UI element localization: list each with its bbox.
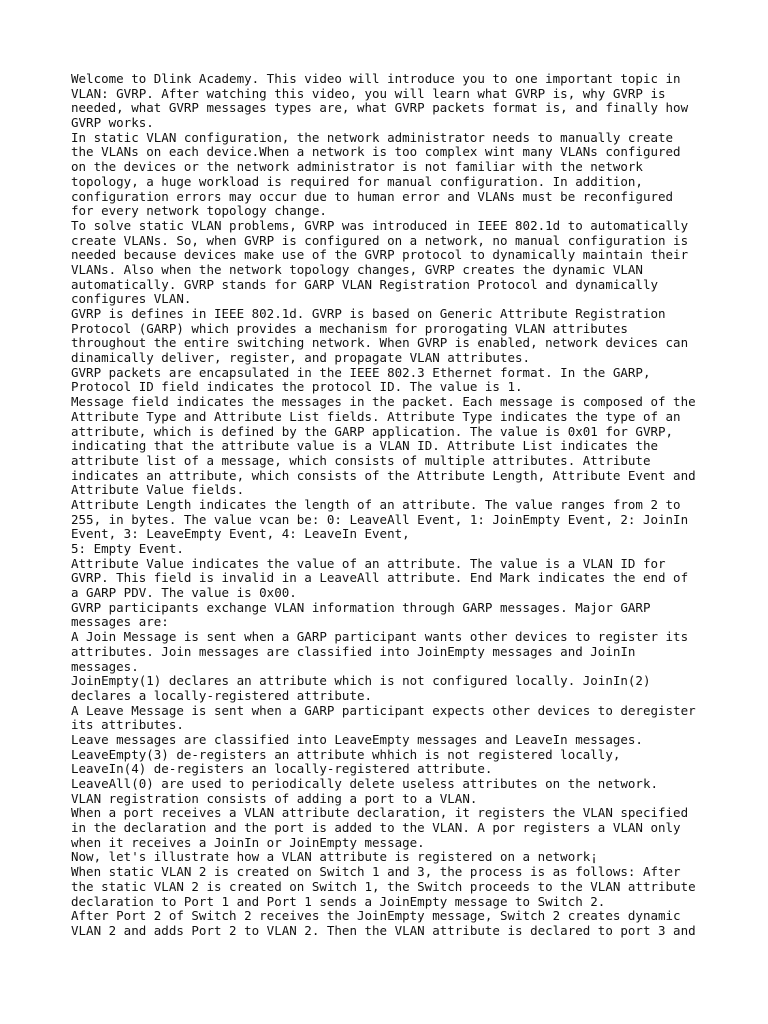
text-line: When static VLAN 2 is created on Switch 1 and 3, the process is as follows: After [71,864,681,880]
text-line: automatically. GVRP stands for GARP VLAN Registration Protocol and dynamically [71,276,658,292]
text-line: 255, in bytes. The value vcan be: 0: LeaveAll Event, 1: JoinEmpty Event, 2: JoinIn [71,511,689,527]
text-line: indicating that the attribute value is a VLAN ID. Attribute List indicates the [71,438,658,454]
text-line: messages. [71,658,139,674]
text-line: a GARP PDV. The value is 0x00. [71,585,297,601]
text-line: Attribute Value fields. [71,482,245,498]
text-line: when it receives a JoinIn or JoinEmpty message. [71,834,425,850]
text-line: VLAN: GVRP. After watching this video, you will learn what GVRP is, why GVRP is [71,85,666,101]
text-line: configures VLAN. [71,291,192,307]
text-line: Attribute Value indicates the value of an attribute. The value is a VLAN ID for [71,555,666,571]
text-line: GVRP packets are encapsulated in the IEEE 802.3 Ethernet format. In the GARP, [71,364,651,380]
text-line: JoinEmpty(1) declares an attribute which is not configured locally. JoinIn(2) [71,673,651,689]
text-line: GVRP is defines in IEEE 802.1d. GVRP is based on Generic Attribute Registration [71,306,666,321]
text-line: Protocol ID field indicates the protocol ID. The value is 1. [71,379,523,395]
text-line: GVRP. This field is invalid in a LeaveAll attribute. End Mark indicates the end of [71,570,689,586]
text-line: on the devices or the network administrator is not familiar with the network [71,159,643,175]
document-body [71,72,768,939]
text-line: In static VLAN configuration, the network administrator needs to manually create [71,129,674,145]
text-line: create VLANs. So, when GVRP is configured on a network, no manual configuration is [71,232,689,248]
text-line: the static VLAN 2 is created on Switch 1, the Switch proceeds to the VLAN attribute [71,878,696,894]
text-line: Attribute Type and Attribute List fields. Attribute Type indicates the type of an [71,408,681,424]
text-line: GVRP works. [71,115,154,131]
text-line: To solve static VLAN problems, GVRP was introduced in IEEE 802.1d to automatically [71,217,689,233]
text-line: Message field indicates the messages in the packet. Each message is composed of the [71,394,696,410]
text-line: LeaveEmpty(3) de-registers an attribute whhich is not registered locally, [71,746,621,762]
text-line: After Port 2 of Switch 2 receives the JoinEmpty message, Switch 2 creates dynamic [71,908,681,924]
text-line: dinamically deliver, register, and propagate VLAN attributes. [71,350,531,366]
text-line: declaration to Port 1 and Port 1 sends a JoinEmpty message to Switch 2. [71,893,606,909]
text-line: topology, a huge workload is required for manual configuration. In addition, [71,173,643,189]
text-line: 5: Empty Event. [71,541,184,556]
text-line: Leave messages are classified into LeaveEmpty messages and LeaveIn messages. [71,731,643,747]
text-line: When a port receives a VLAN attribute declaration, it registers the VLAN specified [71,805,689,821]
text-line: Welcome to Dlink Academy. This video will introduce you to one important topic in [71,71,681,86]
text-line: Now, let's illustrate how a VLAN attribute is registered on a network¡ [71,849,598,865]
text-line: needed because devices make use of the GVRP protocol to dynamically maintain their [71,247,689,263]
text-line: attribute list of a message, which consists of multiple attributes. Attribute [71,452,651,468]
text-line: indicates an attribute, which consists of the Attribute Length, Attribute Event and [71,467,696,483]
text-line: throughout the entire switching network. When GVRP is enabled, network devices can [71,335,689,351]
text-line: LeaveAll(0) are used to periodically delete useless attributes on the network. [71,776,658,791]
text-line: A Leave Message is sent when a GARP participant expects other devices to deregister [71,702,696,718]
text-line: GVRP participants exchange VLAN information through GARP messages. Major GARP [71,599,651,615]
text-line: A Join Message is sent when a GARP participant wants other devices to register its [71,629,689,645]
text-line: Attribute Length indicates the length of an attribute. The value ranges from 2 to [71,496,681,512]
text-line: VLAN registration consists of adding a port to a VLAN. [71,790,478,806]
text-line: Protocol (GARP) which provides a mechanism for prorogating VLAN attributes [71,320,628,336]
text-line: attributes. Join messages are classified into JoinEmpty messages and JoinIn [71,643,636,659]
text-line: attribute, which is defined by the GARP application. The value is 0x01 for GVRP, [71,423,674,439]
text-line: for every network topology change. [71,203,327,219]
text-line: Event, 3: LeaveEmpty Event, 4: LeaveIn Event, [71,526,410,542]
text-line: configuration errors may occur due to human error and VLANs must be reconfigured [71,188,674,204]
text-line: its attributes. [71,717,184,733]
text-line: VLANs. Also when the network topology changes, GVRP creates the dynamic VLAN [71,261,643,277]
text-line: needed, what GVRP messages types are, what GVRP packets format is, and finally how [71,100,689,116]
text-line: messages are: [71,614,169,630]
text-line: the VLANs on each device.When a network is too complex wint many VLANs configured [71,144,681,160]
text-line: VLAN 2 and adds Port 2 to VLAN 2. Then the VLAN attribute is declared to port 3 and [71,922,696,938]
text-line: LeaveIn(4) de-registers an locally-registered attribute. [71,761,493,777]
text-line: in the declaration and the port is added to the VLAN. A por registers a VLAN only [71,820,681,836]
text-line: declares a locally-registered attribute. [71,687,373,703]
